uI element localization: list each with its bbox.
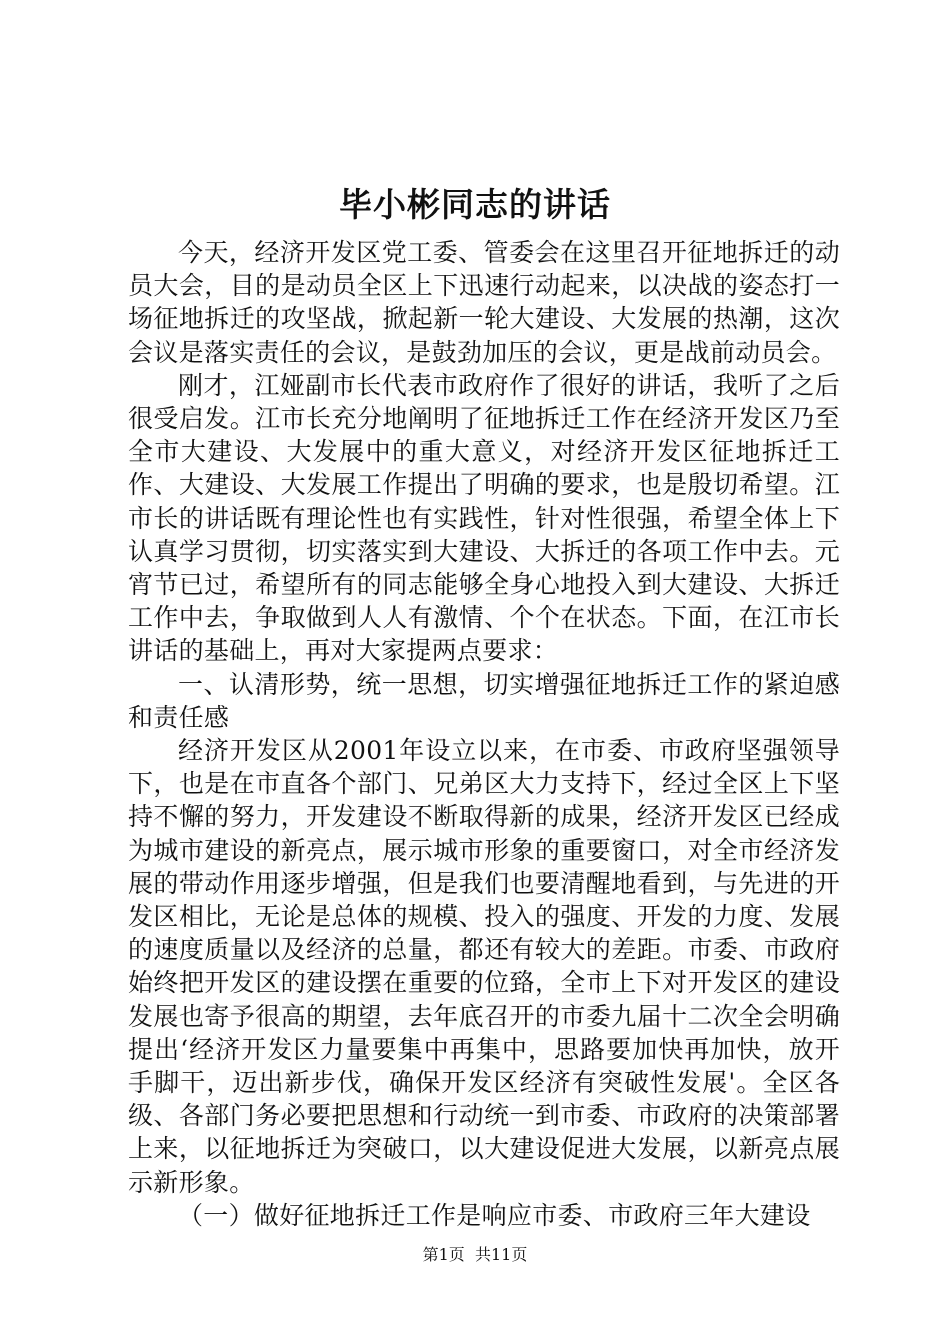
page-title: 毕小彬同志的讲话 (339, 185, 611, 224)
subsection-heading-one: （一）做好征地拆迁工作是响应市委、市政府三年大建设 (178, 1200, 811, 1230)
paragraph-remarks: 刚才，江娅副市长代表市政府作了很好的讲话，我听了之后很受启发。江市长充分地阐明了征地拆迁工作在经济开发区乃至全市大建设、大发展中的重大意义，对经济开发区征地拆迁工作、大建设、大发展工作提出了明确的要求，也是殷切希望。江市长的讲话既有理论性也有实践性，针对性很强，希望全体上下认真学习贯彻，切实落实到大建设、大拆迁的各项工作中去。元宵节已过，希望所有的同志能够全身心地投入到大建设、大拆迁工作中去，争取做到人人有激情、个个在状态。下面，在江市长讲话的基础上，再对大家提两点要求： (128, 370, 840, 666)
page-footer (0, 1244, 950, 1266)
page-number: 第1页 (422, 1245, 465, 1264)
document-body (128, 236, 840, 1232)
page-total: 共11页 (474, 1245, 528, 1264)
paragraph-opening: 今天，经济开发区党工委、管委会在这里召开征地拆迁的动员大会，目的是动员全区上下迅速行动起来，以决战的姿态打一场征地拆迁的攻坚战，掀起新一轮大建设、大发展的热潮，这次会议是落实责任的会议，是鼓劲加压的会议，更是战前动员会。 (128, 238, 840, 367)
section-heading-one: 一、认清形势，统一思想，切实增强征地拆迁工作的紧迫感和责任感 (128, 669, 840, 732)
paragraph-background: 经济开发区从2001年设立以来，在市委、市政府坚强领导下，也是在市直各个部门、兄弟区大力支持下，经过全区上下坚持不懈的努力，开发建设不断取得新的成果，经济开发区已经成为城市建设的新亮点，展示城市形象的重要窗口，对全市经济发展的带动作用逐步增强，但是我们也要清醒地看到，与先进的开发区相比，无论是总体的规模、投入的强度、开发的力度、发展的速度质量以及经济的总量，都还有较大的差距。市委、市政府始终把开发区的建设摆在重要的位臵，全市上下对开发区的建设发展也寄予很高的期望，去年底召开的市委九届十二次全会明确提出‘经济开发区力量要集中再集中，思路要加快再加快，放开手脚干，迈出新步伐，确保开发区经济有突破性发展'。全区各级、各部门务必要把思想和行动统一到市委、市政府的决策部署上来，以征地拆迁为突破口，以大建设促进大发展，以新亮点展示新形象。 (128, 736, 840, 1197)
